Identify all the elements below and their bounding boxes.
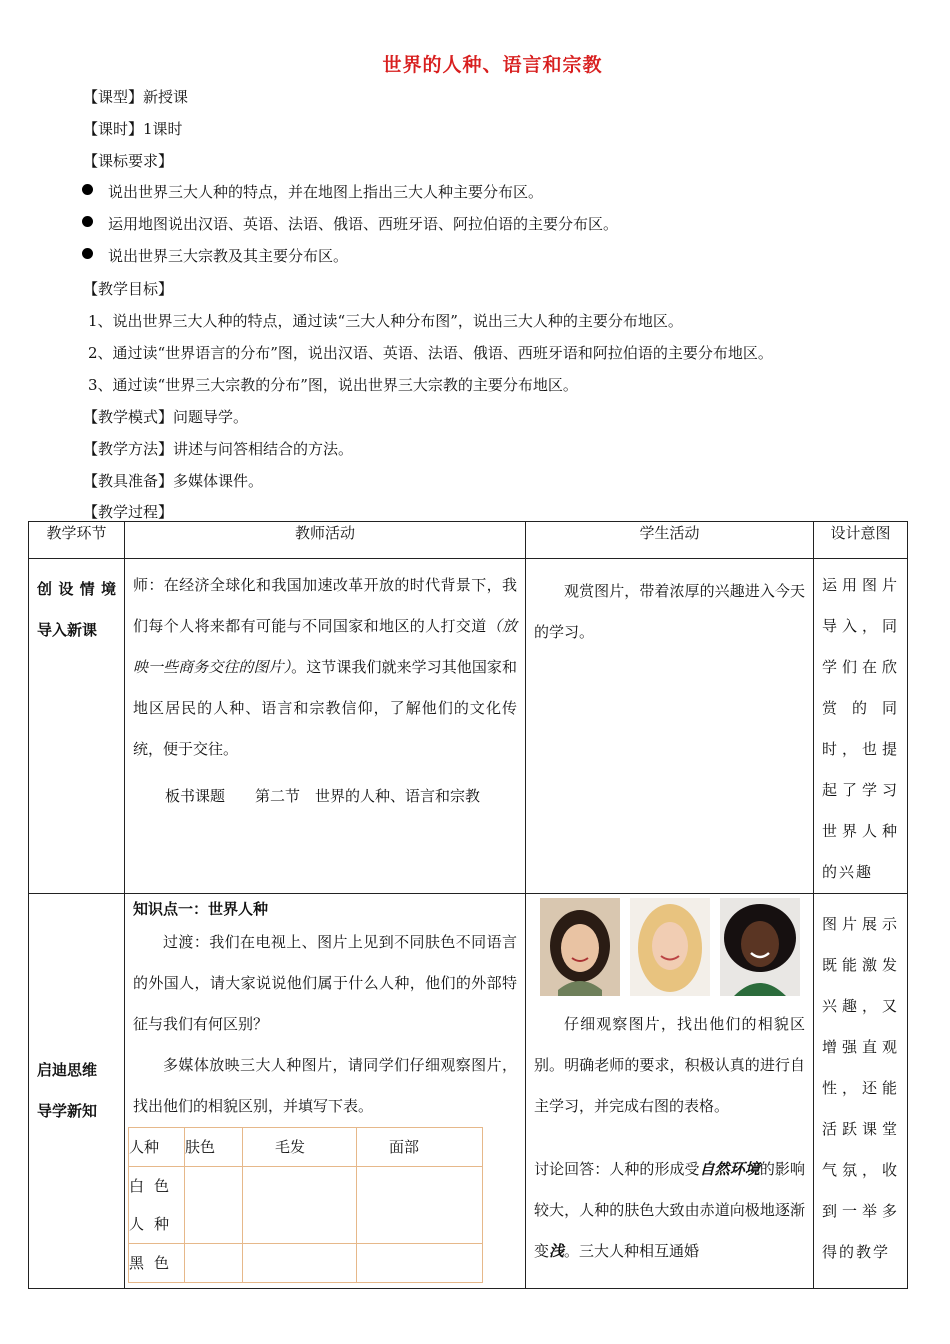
stage-label: 启迪思维 xyxy=(37,1061,98,1079)
standard-item: 运用地图说出汉语、英语、法语、俄语、西班牙语、阿拉伯语的主要分布区。 xyxy=(108,215,619,233)
goal-item: 2、通过读“世界语言的分布”图，说出汉语、英语、法语、俄语、西班牙语和阿拉伯语的主要分布地区。 xyxy=(88,344,773,362)
header-intent: 设计意图 xyxy=(814,522,908,559)
student-text: 。三大人种相互通婚 xyxy=(564,1242,700,1260)
table-header-row xyxy=(29,522,908,559)
stage-label: 导入新课 xyxy=(37,621,98,639)
board-title: 板书课题 第二节 世界的人种、语言和宗教 xyxy=(165,787,481,805)
course-type: 【课型】新授课 xyxy=(83,88,189,106)
african-person-photo xyxy=(720,898,800,996)
lesson-table xyxy=(28,521,908,1289)
inner-header: 肤色 xyxy=(185,1128,243,1167)
header-stage: 教学环节 xyxy=(29,522,125,559)
student-text: 观赏图片，带着浓厚的兴趣进入今天的学习。 xyxy=(534,582,805,641)
header-teacher: 教师活动 xyxy=(125,522,526,559)
inner-cell[interactable] xyxy=(243,1244,357,1283)
bullet-icon xyxy=(82,248,93,259)
page-title: 世界的人种、语言和宗教 xyxy=(382,54,603,76)
teacher-text: 过渡：我们在电视上、图片上见到不同肤色不同语言的外国人，请大家说说他们属于什么人种，他们的外部特征与我们有何区别？ xyxy=(133,933,517,1033)
teacher-cell xyxy=(125,559,526,894)
inner-header: 毛发 xyxy=(243,1128,357,1167)
teacher-text: 。这节课我们就来学习其他国家和地区居民的人种、语言和宗教信仰，了解他们的文化传统，便于交往。 xyxy=(133,658,517,758)
inner-cell[interactable] xyxy=(243,1167,357,1244)
inner-cell[interactable] xyxy=(357,1167,483,1244)
inner-cell[interactable] xyxy=(185,1167,243,1244)
teacher-note: （放映一些商务交往的图片） xyxy=(133,617,517,676)
bullet-icon xyxy=(82,184,93,195)
teacher-text: 多媒体放映三大人种图片，请同学们仔细观察图片，找出他们的相貌区别，并填写下表。 xyxy=(133,1056,517,1115)
intent-text: 图片展示既能激发兴趣，又增强直观性，还能活跃课堂气氛，收到一举多得的教学 xyxy=(822,915,899,1261)
bullet-icon xyxy=(82,216,93,227)
teacher-text: 师：在经济全球化和我国加速改革开放的时代背景下，我们每个人将来都有可能与不同国家和地区的人打交道 xyxy=(133,576,517,635)
student-cell xyxy=(526,894,814,1289)
teacher-cell xyxy=(125,894,526,1289)
course-hours: 【课时】1课时 xyxy=(83,120,183,138)
race-features-table xyxy=(128,1127,483,1283)
header-student: 学生活动 xyxy=(526,522,814,559)
stage-cell xyxy=(29,559,125,894)
intent-cell xyxy=(814,894,908,1289)
table-row xyxy=(29,894,908,1289)
inner-race-label: 白色人种 xyxy=(129,1167,185,1244)
stage-label: 创设情境 xyxy=(37,580,116,598)
student-text: 仔细观察图片，找出他们的相貌区别。明确老师的要求，积极认真的进行自主学习，并完成右图的表格。 xyxy=(534,1015,805,1115)
inner-cell[interactable] xyxy=(357,1244,483,1283)
intent-text: 运用图片导入，同学们在欣赏的同时，也提起了学习世界人种的兴趣 xyxy=(822,576,899,881)
table-row xyxy=(29,559,908,894)
standard-item: 说出世界三大人种的特点，并在地图上指出三大人种主要分布区。 xyxy=(108,183,544,201)
inner-header: 人种 xyxy=(129,1128,185,1167)
caucasian-person-photo xyxy=(630,898,710,996)
teaching-mode: 【教学模式】问题导学。 xyxy=(83,408,249,426)
standard-item: 说出世界三大宗教及其主要分布区。 xyxy=(108,247,349,265)
student-text: 讨论回答：人种的形成受 xyxy=(534,1160,700,1178)
inner-race-label: 黑色 xyxy=(129,1244,185,1283)
race-photos xyxy=(526,894,813,996)
intent-cell xyxy=(814,559,908,894)
asian-person-photo xyxy=(540,898,620,996)
goals-heading: 【教学目标】 xyxy=(83,280,174,298)
student-cell xyxy=(526,559,814,894)
stage-label: 导学新知 xyxy=(37,1102,98,1120)
stage-cell xyxy=(29,894,125,1289)
inner-header: 面部 xyxy=(357,1128,483,1167)
goal-item: 3、通过读“世界三大宗教的分布”图，说出世界三大宗教的主要分布地区。 xyxy=(88,376,578,394)
keyword-natural-environment: 自然环境 xyxy=(699,1160,760,1178)
keyword-light: 浅 xyxy=(549,1242,565,1260)
process-heading: 【教学过程】 xyxy=(83,503,174,521)
goal-item: 1、说出世界三大人种的特点，通过读“三大人种分布图”，说出三大人种的主要分布地区。 xyxy=(88,312,683,330)
standards-heading: 【课标要求】 xyxy=(83,152,174,170)
knowledge-point-title: 知识点一：世界人种 xyxy=(133,900,269,918)
teaching-tools: 【教具准备】多媒体课件。 xyxy=(83,472,264,490)
teaching-method: 【教学方法】讲述与问答相结合的方法。 xyxy=(83,440,354,458)
inner-cell[interactable] xyxy=(185,1244,243,1283)
student-text: 的影响较大，人种的肤色大致由赤道向极地逐渐变 xyxy=(534,1160,805,1260)
